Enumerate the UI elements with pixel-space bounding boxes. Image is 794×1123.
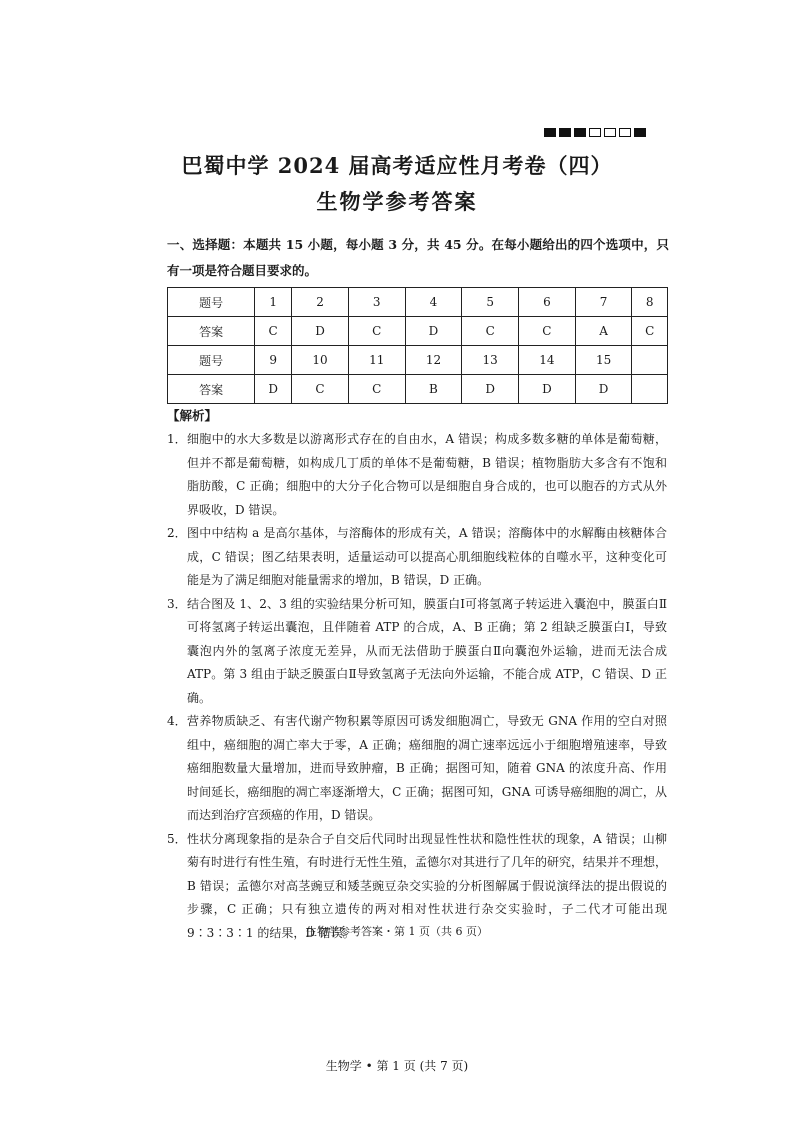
table-cell: 14 — [519, 346, 576, 375]
table-cell — [632, 346, 668, 375]
table-cell: 5 — [462, 288, 519, 317]
table-cell: C — [255, 317, 292, 346]
row-header-cell: 题号 — [168, 288, 255, 317]
table-cell: C — [292, 375, 349, 404]
table-cell: D — [462, 375, 519, 404]
analysis-heading: 【解析】 — [167, 408, 218, 423]
filled-square-mark — [574, 128, 586, 137]
analysis-item-number: 4． — [167, 714, 187, 728]
table-cell: 7 — [575, 288, 632, 317]
answer-table — [167, 287, 668, 404]
empty-square-mark — [604, 128, 616, 137]
table-row — [168, 346, 668, 375]
filled-square-mark — [544, 128, 556, 137]
table-cell: 15 — [575, 346, 632, 375]
analysis-item-text: 图中中结构 a 是高尔基体，与溶酶体的形成有关，A 错误；溶酶体中的水解酶由核糖体合成，C 错误；图乙结果表明，适量运动可以提高心肌细胞线粒体的自噬水平，这种变化可能是为了满足细胞对能量需求的增加，B 错误，D 正确。 — [187, 526, 667, 587]
table-cell: 12 — [405, 346, 462, 375]
table-cell: C — [632, 317, 668, 346]
table-cell: C — [519, 317, 576, 346]
analysis-list — [167, 428, 667, 945]
analysis-item — [167, 428, 667, 522]
table-cell: 8 — [632, 288, 668, 317]
table-cell: A — [575, 317, 632, 346]
table-cell: 9 — [255, 346, 292, 375]
table-cell — [632, 375, 668, 404]
header-marks — [544, 128, 646, 137]
table-cell: 13 — [462, 346, 519, 375]
table-cell: D — [405, 317, 462, 346]
analysis-item-number: 2． — [167, 526, 187, 540]
analysis-item-text: 营养物质缺乏、有害代谢产物积累等原因可诱发细胞凋亡，导致无 GNA 作用的空白对照组中，癌细胞的凋亡率大于零，A 正确；癌细胞的凋亡速率远远小于细胞增殖速率，导致癌细胞数量大量增加，进而导致肿瘤，B 正确；据图可知，随着 GNA 的浓度升高、作用时间延长，癌细胞的凋亡率逐渐增大，C 正确；据图可知，GNA 可诱导癌细胞的凋亡，从而达到治疗宫颈癌的作用，D 错误。 — [187, 714, 667, 822]
table-cell: C — [348, 317, 405, 346]
row-header-cell: 题号 — [168, 346, 255, 375]
table-row — [168, 317, 668, 346]
analysis-item-text: 性状分离现象指的是杂合子自交后代同时出现显性性状和隐性性状的现象，A 错误；山柳菊有时进行有性生殖，有时进行无性生殖，孟德尔对其进行了几年的研究，结果并不理想，B 错误；孟德尔对高茎豌豆和矮茎豌豆杂交实验的分析图解属于假说演绎法的提出假说的步骤，C 正确；只有独立遗传的两对相对性状进行杂交实验时，子二代才可能出现 9∶3∶3∶1 的结果，D 错误。 — [187, 831, 668, 940]
table-cell: 2 — [292, 288, 349, 317]
inner-page-footer: 生物学参考答案・第 1 页（共 6 页） — [306, 925, 488, 938]
empty-square-mark — [589, 128, 601, 137]
row-header-cell: 答案 — [168, 375, 255, 404]
table-cell: C — [348, 375, 405, 404]
table-cell: D — [255, 375, 292, 404]
analysis-item-number: 5． — [167, 831, 187, 846]
section-intro: 一、选择题：本题共 15 小题，每小题 3 分，共 45 分。在每小题给出的四个选项中，只有一项是符合题目要求的。 — [167, 237, 669, 278]
table-cell: B — [405, 375, 462, 404]
filled-square-mark — [634, 128, 646, 137]
table-cell: 4 — [405, 288, 462, 317]
analysis-item — [167, 593, 667, 711]
table-row — [168, 288, 668, 317]
table-cell: C — [462, 317, 519, 346]
filled-square-mark — [559, 128, 571, 137]
table-cell: D — [519, 375, 576, 404]
table-cell: D — [292, 317, 349, 346]
analysis-item-number: 3． — [167, 596, 187, 611]
table-cell: 6 — [519, 288, 576, 317]
row-header-cell: 答案 — [168, 317, 255, 346]
table-cell: 3 — [348, 288, 405, 317]
empty-square-mark — [619, 128, 631, 137]
analysis-item — [167, 710, 667, 828]
analysis-item-text: 结合图及 1、2、3 组的实验结果分析可知，膜蛋白Ⅰ可将氢离子转运进入囊泡中，膜蛋白Ⅱ可将氢离子转运出囊泡，且伴随着 ATP 的合成，A、B 正确；第 2 组缺乏膜蛋白Ⅰ，导致囊泡内外的氢离子浓度无差异，从而无法借助于膜蛋白Ⅱ向囊泡外运输，进而无法合成 ATP。第 3 组由于缺乏膜蛋白Ⅱ导致氢离子无法向外运输，不能合成 ATP，C 错误、D 正确。 — [187, 596, 667, 705]
table-row — [168, 375, 668, 404]
outer-page-footer: 生物学 • 第 1 页 (共 7 页) — [325, 1059, 469, 1073]
analysis-item-text: 细胞中的水大多数是以游离形式存在的自由水，A 错误；构成多数多糖的单体是葡萄糖，但并不都是葡萄糖，如构成几丁质的单体不是葡萄糖，B 错误；植物脂肪大多含有不饱和脂肪酸，C 正确；细胞中的大分子化合物可以是细胞自身合成的，也可以胞吞的方式从外界吸收，D 错误。 — [187, 432, 667, 517]
page-title: 巴蜀中学 2024 届高考适应性月考卷（四） — [181, 153, 613, 178]
analysis-item — [167, 522, 667, 593]
table-cell: 11 — [348, 346, 405, 375]
table-cell: 1 — [255, 288, 292, 317]
table-cell: 10 — [292, 346, 349, 375]
page-subtitle: 生物学参考答案 — [316, 189, 478, 214]
table-cell: D — [575, 375, 632, 404]
analysis-item-number: 1． — [167, 432, 187, 446]
